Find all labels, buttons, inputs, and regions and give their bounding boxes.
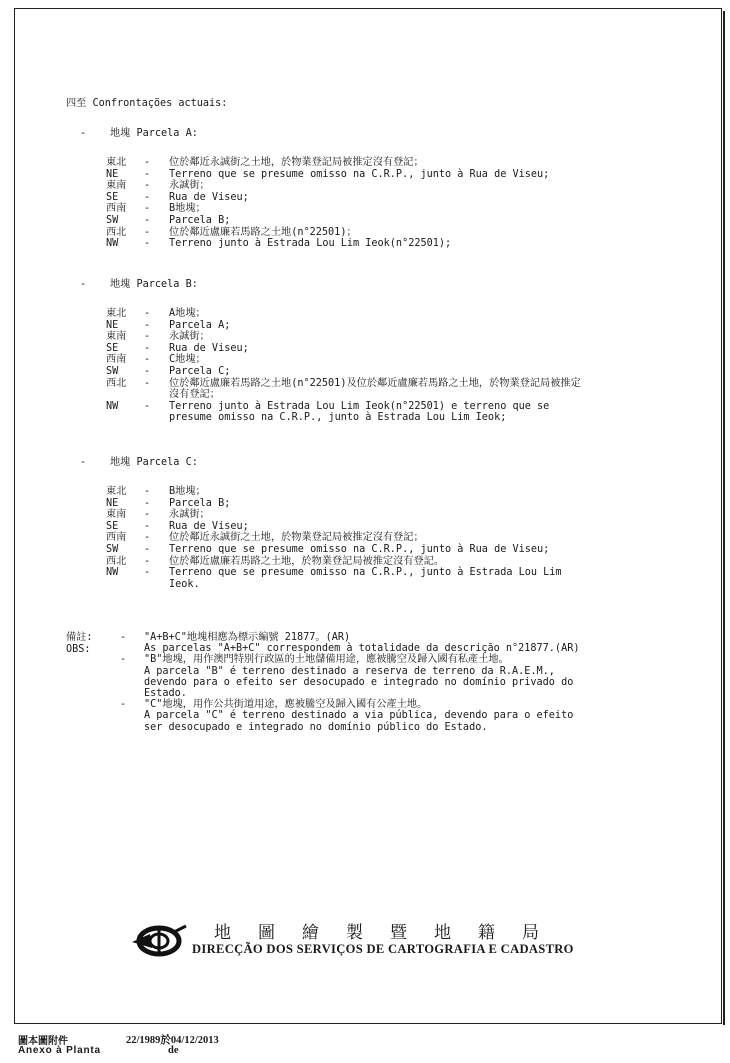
boundary-row: [106, 238, 666, 250]
obs-text-line: Estado.: [144, 688, 187, 699]
parcel-label: 地塊 Parcela A:: [110, 128, 198, 139]
boundary-row: [106, 320, 666, 332]
row-dash: -: [144, 509, 151, 521]
direction-label: 東北: [106, 308, 127, 319]
boundary-text: Terreno junto à Estrada Lou Lim Ieok(n°22501);: [169, 238, 452, 250]
direction-label: 東南: [106, 509, 127, 521]
observations-section: [66, 632, 666, 733]
obs-text-line: devendo para o efeito ser desocupado e integrado no domínio privado do: [144, 676, 574, 688]
direction-label: 西南: [106, 354, 127, 366]
boundary-row: [106, 401, 666, 413]
boundary-text: Terreno junto à Estrada Lou Lim Ieok(n°22501) e terreno que se: [169, 400, 550, 412]
boundary-text: Rua de Viseu;: [169, 520, 249, 532]
row-dash: -: [144, 308, 151, 319]
boundary-continuation: Ieok.: [169, 578, 200, 590]
direction-label: SW: [106, 544, 119, 555]
row-dash: -: [144, 520, 151, 532]
row-dash: -: [144, 497, 151, 509]
row-dash: -: [144, 203, 151, 215]
boundary-row: [106, 169, 666, 181]
footer-annex-cn: 圖本圖附件: [18, 1036, 68, 1047]
direction-label: 西南: [106, 532, 127, 544]
boundary-row: [106, 331, 666, 343]
row-dash: -: [144, 544, 151, 555]
boundary-text: B地塊；: [169, 203, 206, 215]
row-dash: -: [144, 486, 151, 497]
direction-label: NE: [106, 319, 119, 331]
direction-label: 東北: [106, 486, 127, 497]
row-dash: -: [144, 400, 151, 412]
boundary-text: 位於鄰近盧廉若馬路之土地(n°22501)；: [169, 226, 357, 238]
department-name-pt: DIRECÇÃO DOS SERVIÇOS DE CARTOGRAFIA E CADASTRO: [192, 942, 574, 956]
dscc-logo-icon: [130, 922, 188, 958]
boundary-row: [106, 378, 666, 390]
row-dash: -: [144, 319, 151, 331]
obs-text-line: A parcela "B" é terreno destinado a reserva de terreno da R.A.E.M.,: [144, 665, 555, 677]
boundary-text: Parcela B;: [169, 497, 231, 509]
direction-label: SE: [106, 191, 119, 203]
direction-label: 東南: [106, 180, 127, 192]
department-block: [130, 918, 610, 968]
row-dash: -: [144, 342, 151, 354]
boundary-text: Terreno que se presume omisso na C.R.P., junto à Rua de Viseu;: [169, 168, 550, 180]
direction-label: NW: [106, 567, 119, 579]
row-dash: -: [144, 157, 151, 168]
boundary-row: [106, 192, 666, 204]
direction-label: 西北: [106, 377, 127, 389]
parcel-dash: -: [80, 279, 87, 290]
boundary-row: [106, 308, 666, 320]
obs-text-line: As parcelas "A+B+C" correspondem à totalidade da descrição n°21877.(AR): [144, 643, 580, 655]
obs-text-line: A parcela "C" é terreno destinado a via pública, devendo para o efeito: [144, 710, 574, 722]
boundary-row: [106, 157, 666, 169]
row-dash: -: [144, 191, 151, 203]
parcel-dash: -: [80, 457, 87, 468]
direction-label: 東南: [106, 331, 127, 343]
obs-dash: -: [120, 632, 127, 643]
boundary-row: [106, 203, 666, 215]
parcel-label: 地塊 Parcela C:: [110, 457, 198, 468]
boundary-text: 永誠街；: [169, 180, 210, 192]
boundary-row: [106, 567, 666, 579]
direction-label: 東北: [106, 157, 127, 168]
row-dash: -: [144, 331, 151, 343]
row-dash: -: [144, 354, 151, 366]
parcel-dash: -: [80, 128, 87, 139]
row-dash: -: [144, 555, 151, 567]
direction-label: NW: [106, 400, 119, 412]
boundary-row: [106, 486, 666, 498]
boundary-row: [106, 343, 666, 355]
boundary-row: [106, 227, 666, 239]
confrontations-heading: 四至 Confrontações actuais:: [66, 98, 228, 109]
row-dash: -: [144, 377, 151, 389]
boundary-row: [106, 521, 666, 533]
boundary-continuation: presume omisso na C.R.P., junto à Estrada Lou Lim Ieok;: [169, 412, 507, 424]
row-dash: -: [144, 180, 151, 192]
direction-label: 西北: [106, 555, 127, 567]
boundary-row: [106, 354, 666, 366]
direction-label: SE: [106, 520, 119, 532]
obs-dash: -: [120, 699, 127, 711]
parcel-label: 地塊 Parcela B:: [110, 279, 198, 290]
boundary-text: Parcela A;: [169, 319, 231, 331]
boundary-text: 位於鄰近盧廉若馬路之土地(n°22501)及位於鄰近盧廉若馬路之土地，於物業登記局被推定: [169, 377, 581, 389]
direction-label: SE: [106, 342, 119, 354]
obs-text-line: ser desocupado e integrado no domínio público do Estado.: [144, 721, 488, 733]
boundary-text: A地塊；: [169, 308, 206, 319]
direction-label: 西南: [106, 203, 127, 215]
boundary-text: C地塊；: [169, 354, 206, 366]
boundary-row: [106, 215, 666, 227]
obs-text-line: "A+B+C"地塊相應為標示編號 21877。(AR): [144, 632, 351, 643]
row-dash: -: [144, 238, 151, 250]
row-dash: -: [144, 567, 151, 579]
obs-dash: -: [120, 654, 127, 666]
direction-label: SW: [106, 366, 119, 377]
boundary-text: 永誠街；: [169, 509, 210, 521]
direction-label: NE: [106, 168, 119, 180]
obs-label-cn: 備註:: [66, 632, 93, 643]
boundary-row: [106, 509, 666, 521]
department-name-cn: 地圖繪製暨地籍局: [214, 923, 566, 943]
boundary-row: [106, 544, 666, 556]
boundary-text: Parcela C;: [169, 366, 231, 377]
boundary-row: [106, 532, 666, 544]
boundary-text: 永誠街；: [169, 331, 210, 343]
boundary-text: Parcela B;: [169, 215, 231, 226]
footer-plan-reference: 22/1989於04/12/2013: [126, 1035, 219, 1046]
boundary-text: 位於鄰近盧廉若馬路之土地，於物業登記局被推定沒有登記。: [169, 555, 445, 567]
boundary-row: [106, 366, 666, 378]
direction-label: 西北: [106, 226, 127, 238]
obs-label-pt: OBS:: [66, 644, 91, 655]
direction-label: NE: [106, 497, 119, 509]
obs-text-line: "B"地塊，用作澳門特別行政區的土地儲備用途，應被騰空及歸入國有私產土地。: [144, 654, 509, 666]
direction-label: NW: [106, 238, 119, 250]
boundary-text: Rua de Viseu;: [169, 342, 249, 354]
row-dash: -: [144, 215, 151, 226]
row-dash: -: [144, 226, 151, 238]
boundary-continuation: 沒有登記；: [169, 389, 220, 401]
row-dash: -: [144, 366, 151, 377]
boundary-row: [106, 180, 666, 192]
boundary-text: B地塊；: [169, 486, 206, 497]
obs-text-line: "C"地塊，用作公共街道用途，應被騰空及歸入國有公產土地。: [144, 699, 428, 711]
footer-de: de: [168, 1045, 179, 1056]
boundary-text: 位於鄰近永誠街之土地，於物業登記局被推定沒有登記；: [169, 532, 424, 544]
boundary-row: [106, 556, 666, 568]
footer-annex-pt: Anexo à Planta: [18, 1045, 101, 1056]
row-dash: -: [144, 168, 151, 180]
boundary-text: 位於鄰近永誠街之土地，於物業登記局被推定沒有登記；: [169, 157, 424, 168]
boundary-text: Terreno que se presume omisso na C.R.P., junto à Rua de Viseu;: [169, 544, 550, 555]
boundary-text: Rua de Viseu;: [169, 191, 249, 203]
row-dash: -: [144, 532, 151, 544]
boundary-row: [106, 498, 666, 510]
direction-label: SW: [106, 215, 119, 226]
boundary-text: Terreno que se presume omisso na C.R.P., junto à Estrada Lou Lim: [169, 567, 562, 579]
